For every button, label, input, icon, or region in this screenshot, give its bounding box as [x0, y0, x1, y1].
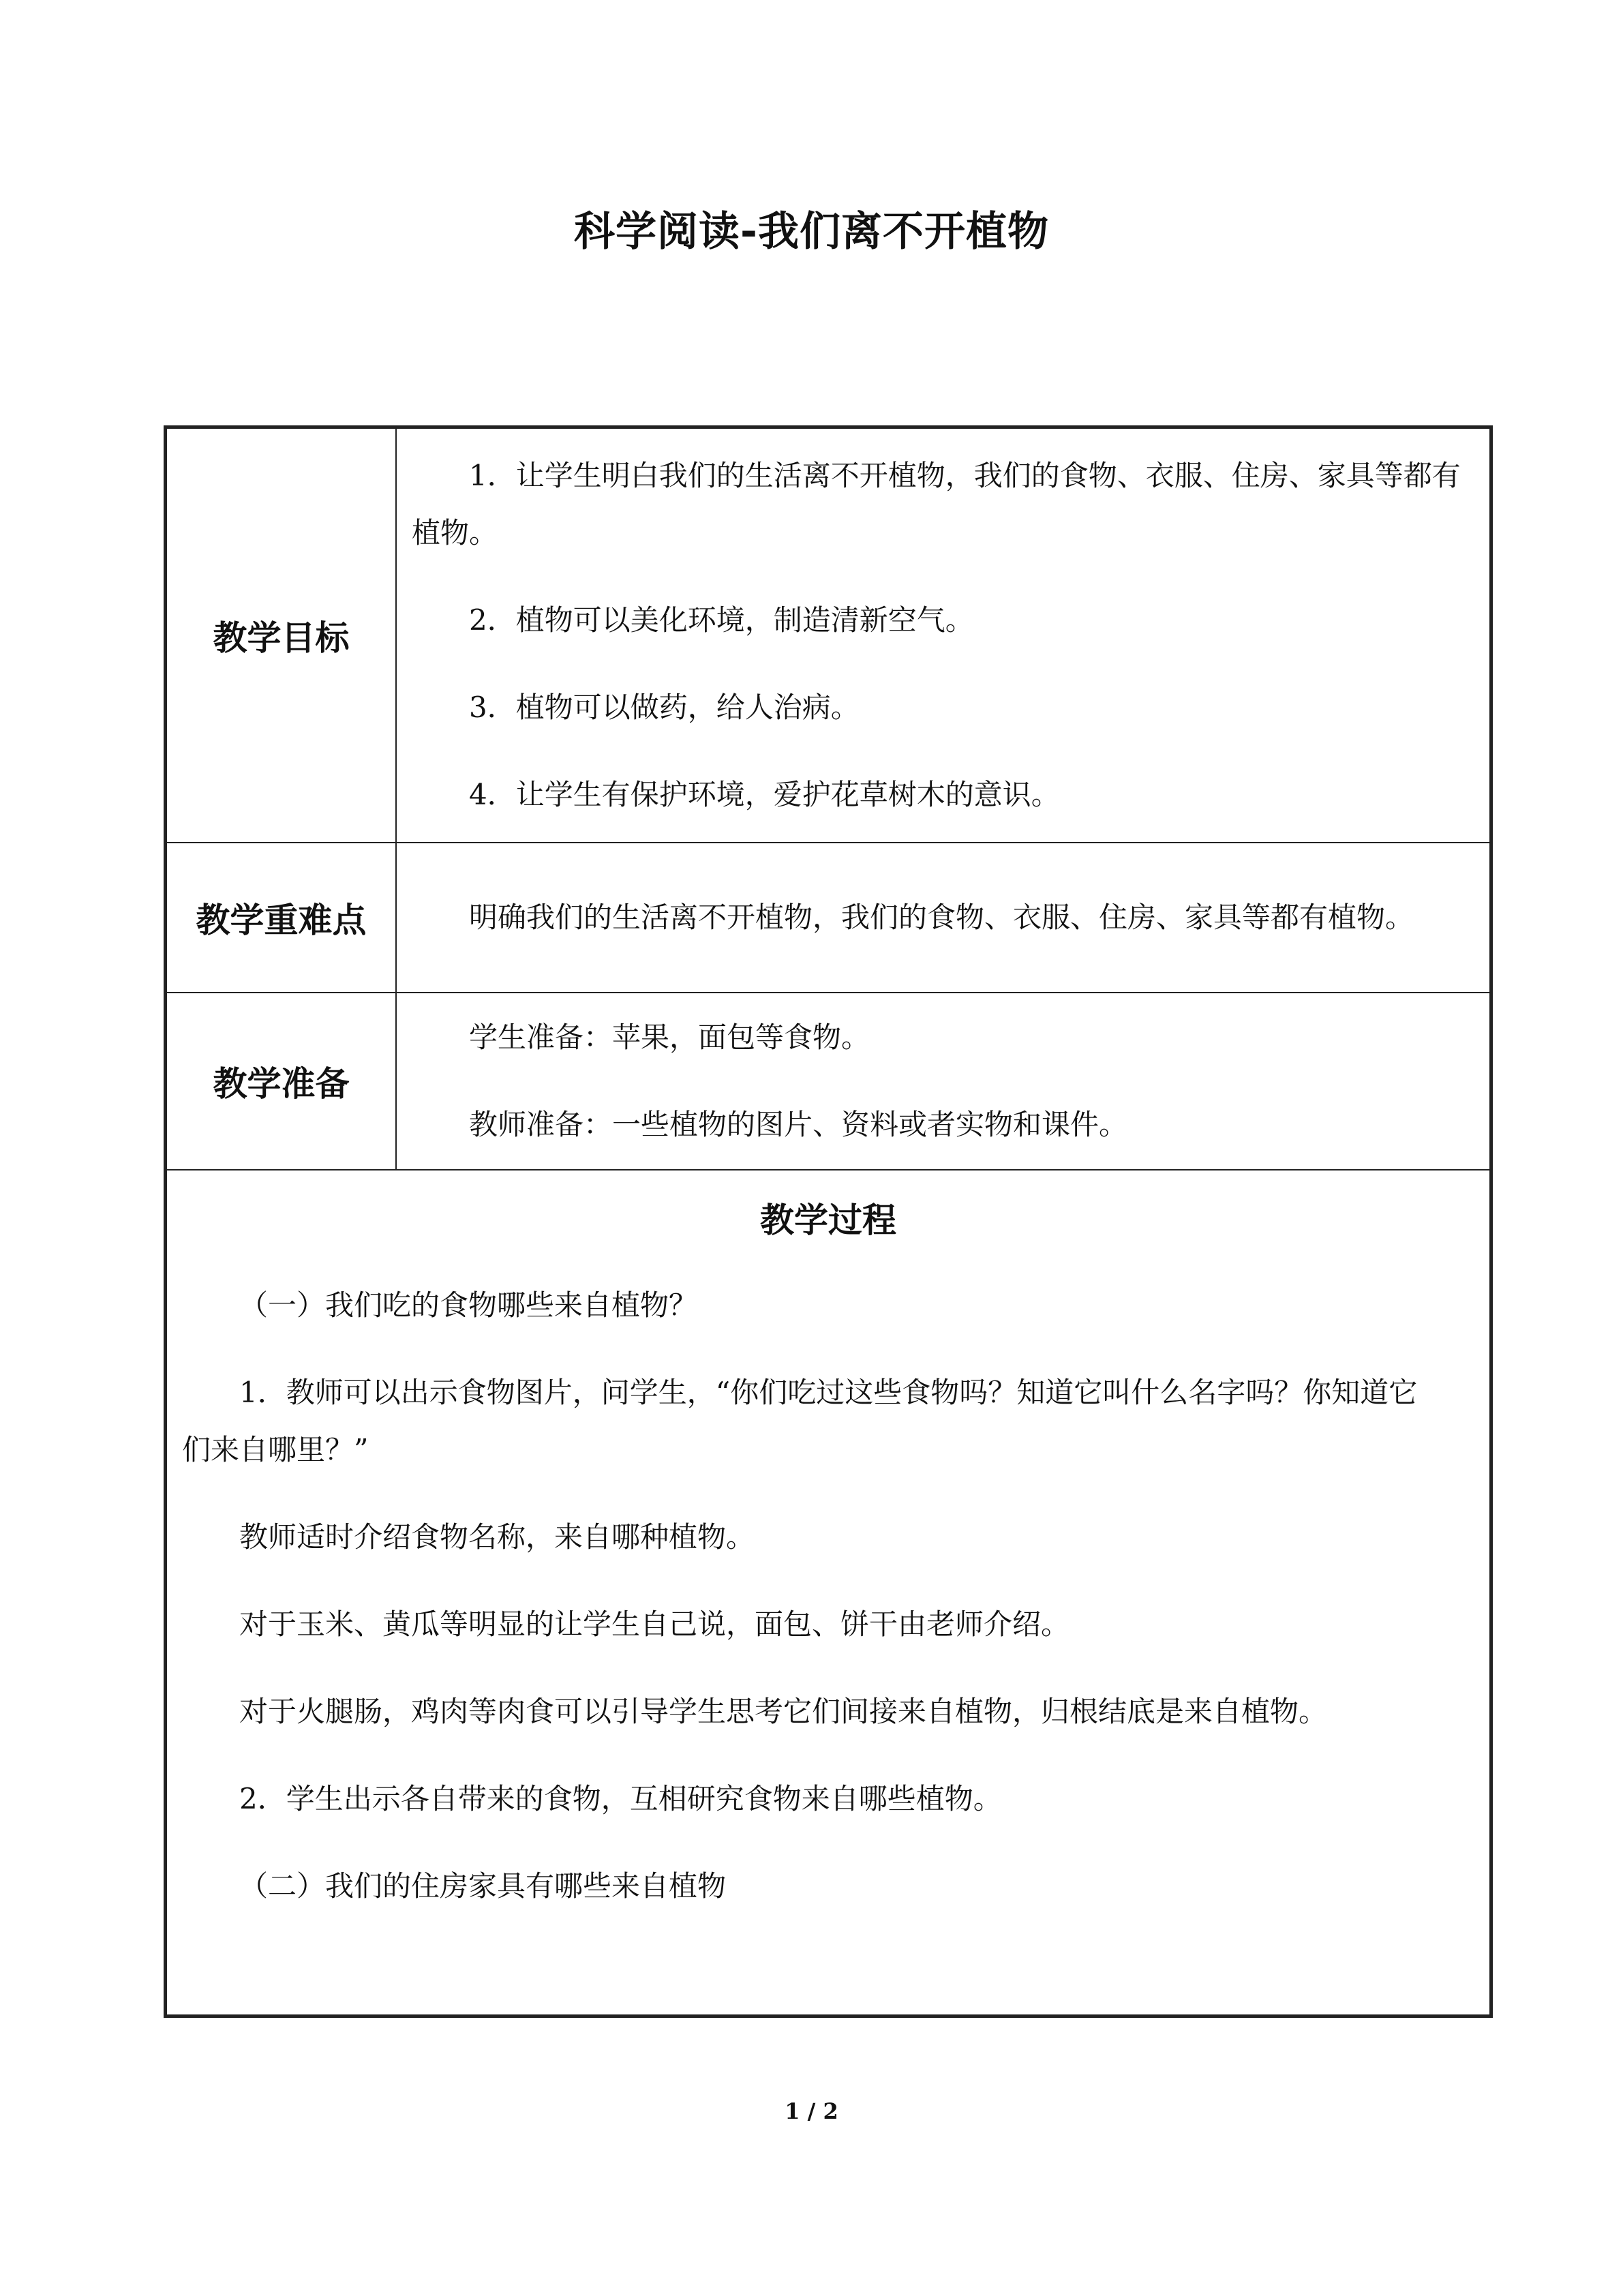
objective-item: 2．植物可以美化环境，制造清新空气。 [469, 603, 974, 637]
key-point-text: 明确我们的生活离不开植物，我们的食物、衣服、住房、家具等都有植物。 [469, 900, 1414, 934]
objective-item: 1．让学生明白我们的生活离不开植物，我们的食物、衣服、住房、家具等都有植物。 [412, 458, 1461, 549]
lesson-plan-table [164, 425, 1493, 2018]
document-title: 科学阅读-我们离不开植物 [574, 208, 1049, 256]
objective-item: 4．让学生有保护环境，爱护花草树木的意识。 [469, 777, 1060, 811]
process-paragraph: 对于玉米、黄瓜等明显的让学生自己说，面包、饼干由老师介绍。 [239, 1607, 1070, 1641]
row-label-objectives: 教学目标 [166, 427, 397, 843]
objective-item: 3．植物可以做药，给人治病。 [469, 690, 860, 724]
preparation-item: 学生准备：苹果，面包等食物。 [469, 1020, 870, 1054]
process-paragraph: 1．教师可以出示食物图片，问学生，“你们吃过这些食物吗？知道它叫什么名字吗？你知道它们来自哪里？” [182, 1375, 1418, 1466]
process-paragraph: 教师适时介绍食物名称，来自哪种植物。 [239, 1520, 755, 1554]
process-paragraph: （一）我们吃的食物哪些来自植物？ [239, 1288, 698, 1322]
row-content-preparation [396, 993, 1491, 1170]
table-row-objectives [166, 427, 1491, 843]
process-cell [166, 1170, 1491, 2016]
process-heading: 教学过程 [760, 1200, 896, 1240]
table-row-key-points [166, 843, 1491, 993]
row-content-key-points [396, 843, 1491, 993]
table-row-preparation [166, 993, 1491, 1170]
page-number: 1 / 2 [785, 2098, 838, 2124]
row-label-preparation: 教学准备 [166, 993, 397, 1170]
process-paragraph: 对于火腿肠，鸡肉等肉食可以引导学生思考它们间接来自植物，归根结底是来自植物。 [239, 1694, 1328, 1728]
process-paragraph: 2．学生出示各自带来的食物，互相研究食物来自哪些植物。 [239, 1781, 1002, 1815]
row-label-key-points: 教学重难点 [166, 843, 397, 993]
process-body [167, 1277, 1489, 1933]
process-paragraph: （二）我们的住房家具有哪些来自植物 [239, 1869, 727, 1903]
preparation-item: 教师准备：一些植物的图片、资料或者实物和课件。 [469, 1107, 1128, 1141]
row-content-objectives [396, 427, 1491, 843]
table-row-process [166, 1170, 1491, 2016]
